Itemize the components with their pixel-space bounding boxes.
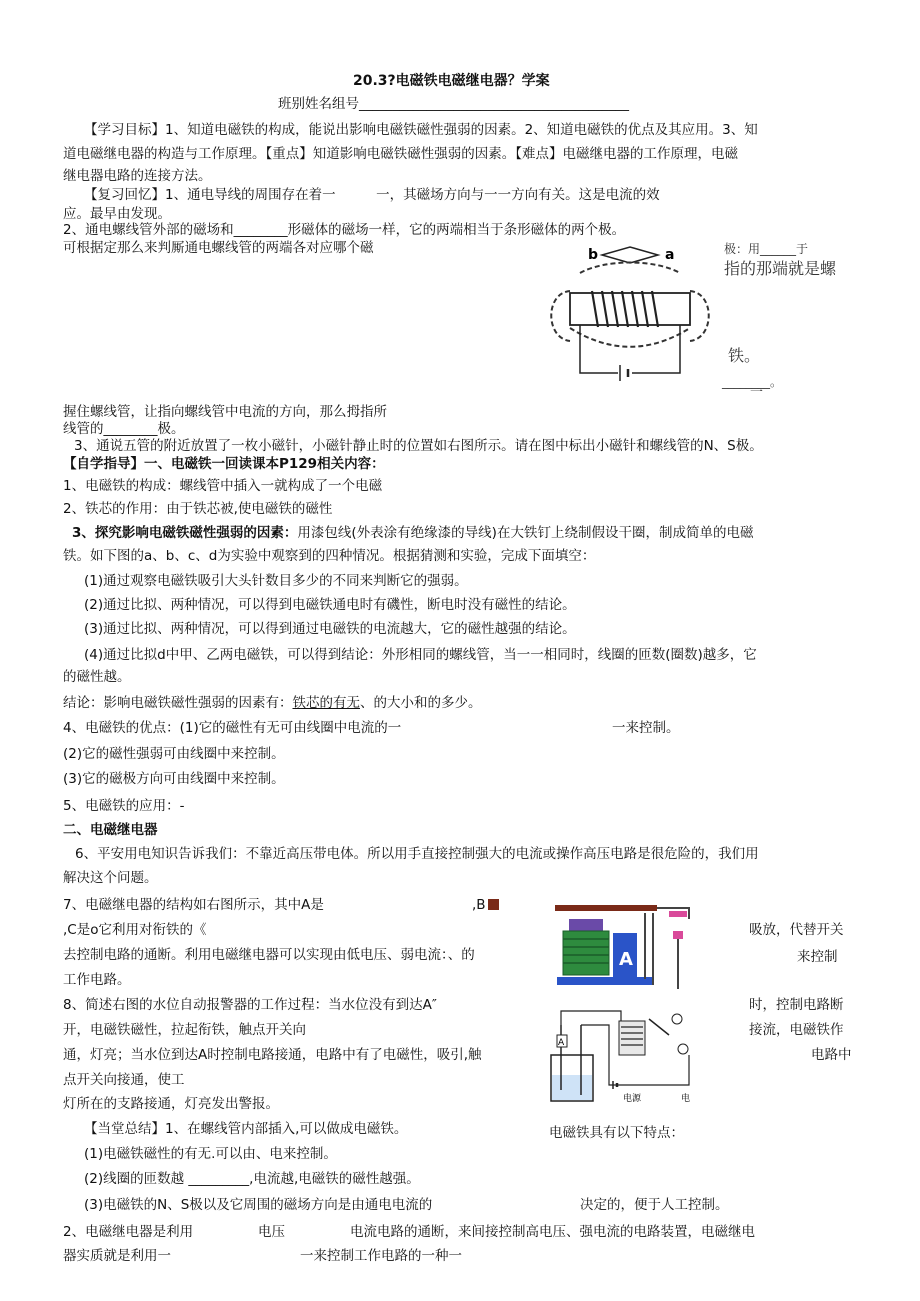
text-line: 去控制电路的通断。利用电磁继电器可以实现由低电压、弱电流：、的 — [63, 947, 475, 963]
text-line: 可根据定那么来判厮通电螺线管的两端各对应哪个磁 — [63, 240, 374, 256]
solenoid-core — [570, 293, 690, 325]
text-line: (2)它的磁性强弱可由线圈中来控制。 — [63, 746, 285, 762]
text-line: 铁。如下图的a、b、c、d为实验中观察到的四种情况。根据猜测和实验，完成下面填空： — [63, 548, 596, 564]
fig1-side-text: 指的那端就是螺 — [724, 259, 837, 278]
field-line — [690, 291, 709, 341]
inline-text: 、的大小和的多少。 — [360, 695, 482, 711]
water-alarm-figure — [549, 1005, 699, 1105]
text-line: ,C是o它利用对衔铁的《 — [63, 922, 207, 938]
lamp-icon — [672, 1014, 682, 1024]
square-mark — [488, 899, 499, 910]
text-line: 点开关向接通，使工 — [63, 1072, 185, 1088]
relay-figure — [549, 903, 699, 993]
text-line — [72, 524, 753, 542]
core-top — [569, 919, 603, 931]
underlined-answer: 铁芯的有无 — [292, 695, 360, 711]
text-line: 握住螺线管，让指向螺线管中电流的方向，那么拇指所 — [63, 404, 387, 420]
label-power: 电 — [681, 1094, 691, 1104]
label-power: 电源 — [623, 1094, 642, 1104]
text-line: 来控制 — [797, 949, 838, 965]
text-line: 线管的________极。 — [63, 421, 185, 437]
text-line: 应。最早由发现。 — [63, 206, 171, 222]
page-title: 20.3?电磁铁电磁继电器？学案 — [353, 73, 550, 89]
text-line: 吸放，代替开关 — [749, 922, 844, 938]
text-line: 灯所在的支路接通，灯亮发出警报。 — [63, 1096, 279, 1112]
section-heading: 二、电磁继电器 — [63, 822, 158, 838]
text-line: 电压 — [258, 1224, 285, 1240]
text-line: (3)通过比拟、两种情况，可以得到通过电磁铁的电流越大，它的磁性越强的结论。 — [84, 621, 576, 637]
label-b: b — [588, 247, 599, 263]
text-line: (2)通过比拟、两种情况，可以得到电磁铁通电时有磯性，断电时没有磁性的结论。 — [84, 597, 576, 613]
label-A: A — [619, 949, 633, 970]
fig1-side-text: 一 — [750, 385, 764, 400]
text-line: (1)通过观察电磁铁吸引大头针数目多少的不同来判断它的强弱。 — [84, 573, 468, 589]
text-line: 7、电磁继电器的结构如右图所示，其中A是 — [63, 897, 324, 913]
text-line: 2、铁芯的作用：由于铁芯被,使电磁铁的磁性 — [63, 501, 333, 517]
armature-bar — [555, 905, 657, 911]
text-line: 4、电磁铁的优点：(1)它的磁性有无可由线圈中电流的一 — [63, 720, 402, 736]
text-line: 电流电路的通断，来间接控制高电压、强电流的电路装置，电磁继电 — [350, 1224, 755, 1240]
field-line — [551, 291, 570, 341]
fig1-side-text: 铁。 — [728, 346, 761, 365]
text-line: 解决这个问题。 — [63, 870, 158, 886]
field-line — [580, 263, 680, 274]
text-line: 8、简述右图的水位自动报警器的工作过程：当水位没有到达A″ — [63, 997, 437, 1013]
text-line — [63, 694, 482, 712]
text-line: 1、电磁铁的构成：螺线管中插入一就构成了一个电磁 — [63, 478, 383, 494]
coil — [563, 931, 609, 975]
text-line: 6、平安用电知识告诉我们：不靠近高压带电体。所以用手直接控制强大的电流或操作高压电路是很危险的，我们用 — [75, 846, 759, 862]
text-line: 2、电磁继电器是利用 — [63, 1224, 194, 1240]
info-blank: ________________________________________ — [359, 96, 629, 112]
text-line: (2)线圈的匝数越 _________,电流越,电磁铁的磁性越强。 — [84, 1171, 420, 1187]
info-label: 班别姓名组号 — [278, 96, 359, 112]
circuit-wire — [580, 325, 618, 373]
label-A: A — [558, 1038, 565, 1048]
text-line: 器实质就是利用一 — [63, 1248, 171, 1264]
text-line: 【当堂总结】1、在螺线管内部插入,可以做成电磁铁。 — [84, 1121, 408, 1137]
text-line: (4)通过比拟d中甲、乙两电磁铁，可以得到结论：外形相同的螺线管，当一一相同时，线圈的匝数(圈数)越多，它 — [84, 647, 757, 663]
text-line: 一来控制。 — [612, 720, 680, 736]
text-line: 时，控制电路断 — [749, 997, 844, 1013]
solenoid-figure — [540, 243, 710, 388]
inline-text: 结论：影响电磁铁磁性强弱的因素有： — [63, 695, 293, 711]
text-line: 接流，电磁铁作 — [749, 1022, 844, 1038]
relay-base — [557, 977, 653, 985]
relay-coil — [619, 1021, 645, 1055]
info-line — [278, 95, 629, 113]
text-line: 工作电路。 — [63, 972, 131, 988]
text-line: 5、电磁铁的应用：- — [63, 798, 185, 814]
inline-heading: 3、探究影响电磁铁磁性强弱的因素： — [72, 525, 298, 541]
text-line: 开，电磁铁磁性，拉起衔铁，触点开关向 — [63, 1022, 306, 1038]
text-line: 【学习目标】1、知道电磁铁的构成，能说出影响电磁铁磁性强弱的因素。2、知道电磁铁的优点及其应用。3、知 — [84, 122, 758, 138]
text-line: 【复习回忆】1、通电导线的周围存在着一 一，其磁场方向与一一方向有关。这是电流的效 — [84, 187, 660, 203]
water — [552, 1075, 592, 1100]
text-line: 电磁铁具有以下特点： — [549, 1125, 684, 1141]
compass-needle — [602, 247, 658, 263]
text-line: 2、通电螺线管外部的磁场和________形磁体的磁场一样，它的两端相当于条形磁体的两个极。 — [63, 222, 626, 238]
circuit-wire — [632, 325, 680, 373]
text-line: 3、通说五管的附近放置了一枚小磁针，小磁针静止时的位置如右图所示。请在图中标出小磁针和螺线管的N、S极。 — [74, 438, 763, 454]
lamp-icon — [678, 1044, 688, 1054]
text-line: (3)电磁铁的N、S极以及它周围的磁场方向是由通电电流的 — [84, 1197, 433, 1213]
text-line: 一来控制工作电路的一种一 — [300, 1248, 462, 1264]
text-line: (3)它的磁极方向可由线圈中来控制。 — [63, 771, 285, 787]
contact-point — [669, 911, 687, 917]
text-line — [472, 896, 499, 914]
text-line: (1)电磁铁磁性的有无.可以由、电来控制。 — [84, 1146, 337, 1162]
text-line: 道电磁继电器的构造与工作原理。【重点】知道影响电磁铁磁性强弱的因素。【难点】电磁继电器的工作原理，电磁 — [63, 146, 738, 162]
contact-point — [673, 931, 683, 939]
text-line: 决定的，便于人工控制。 — [580, 1197, 729, 1213]
text-line: 通，灯亮；当水位到达A时控制电路接通，电路中有了电磁性，吸引,触 — [63, 1047, 482, 1063]
section-heading: 【自学指导】一、电磁铁一回读课本P129相关内容： — [63, 456, 385, 472]
inline-text: 用漆包线(外表涂有绝缘漆的导线)在大铁钉上绕制假设干圈，制成简单的电磁 — [297, 525, 754, 541]
inline-text: ,B — [472, 897, 486, 913]
text-line: 电路中 — [811, 1047, 852, 1063]
label-a: a — [665, 247, 675, 263]
text-line: 的磁性越。 — [63, 669, 131, 685]
fig1-side-text: ________。 — [722, 375, 783, 389]
fig1-side-text: 极：用______于 — [724, 242, 809, 256]
field-line — [570, 328, 690, 347]
text-line: 继电器电路的连接方法。 — [63, 168, 212, 184]
